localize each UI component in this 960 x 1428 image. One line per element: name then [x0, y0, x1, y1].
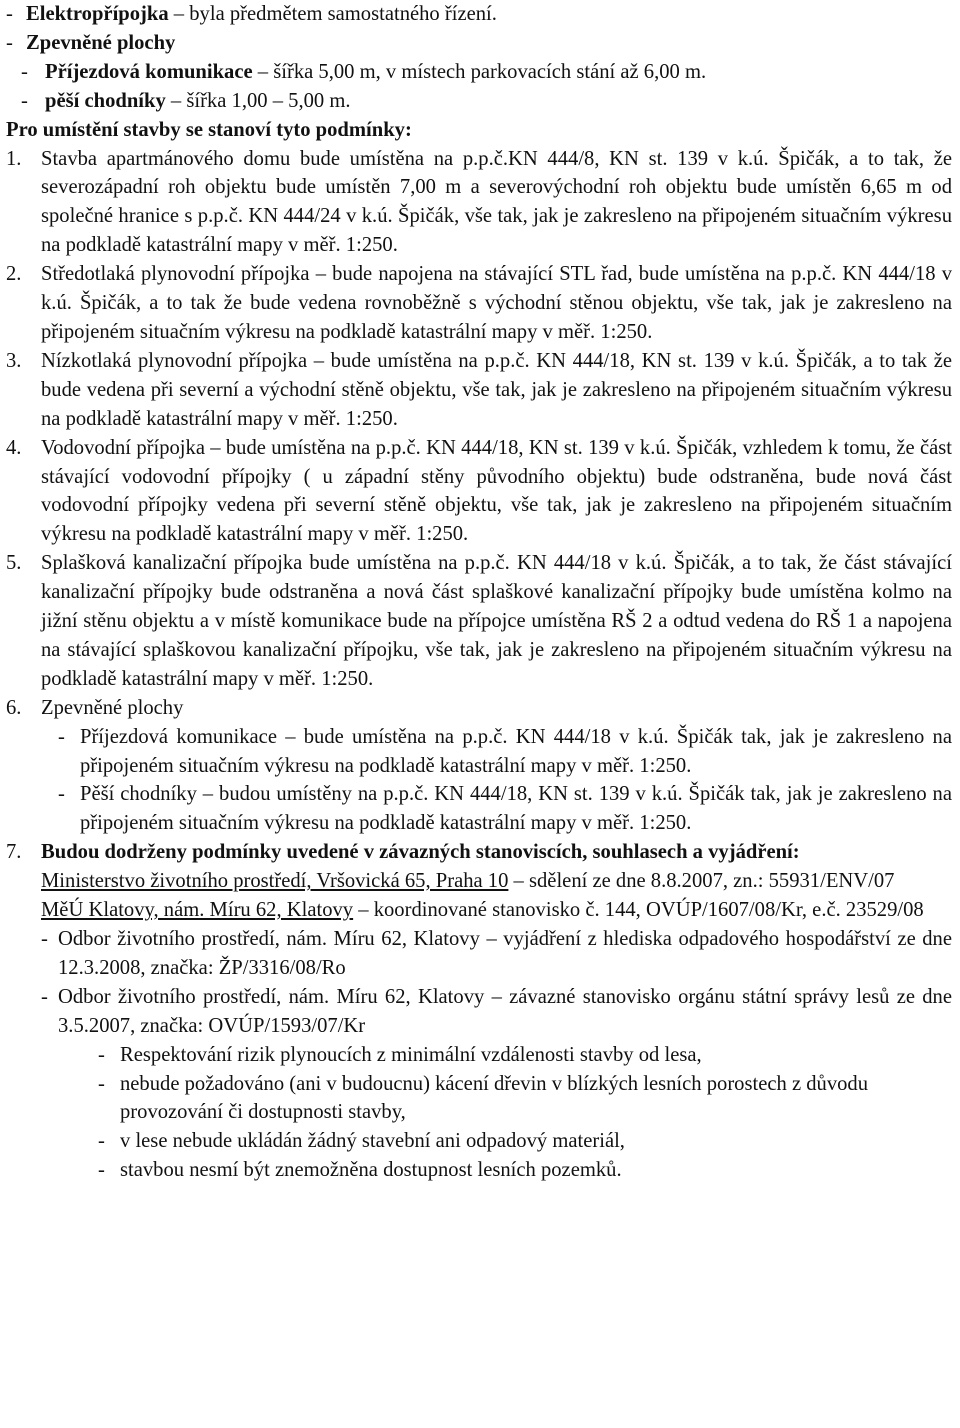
condition-item [6, 145, 952, 261]
condition-item [6, 347, 952, 434]
item6-sub [6, 723, 952, 781]
item-title: Zpevněné plochy [41, 696, 184, 719]
item-number: 6. [6, 696, 22, 719]
item-number: 5. [6, 552, 22, 575]
dash-marker: - [98, 1072, 105, 1095]
ministry-name: Ministerstvo životního prostředí, Vršovická 65, Praha 10 [41, 870, 509, 893]
item7-subsub [6, 1127, 952, 1156]
intro-line-paved [6, 29, 952, 58]
condition-item-6 [6, 694, 952, 723]
item-number: 1. [6, 147, 22, 170]
electric-title: Elektropřípojka [26, 3, 169, 25]
condition-item-7 [6, 838, 952, 867]
ministry-statement [6, 867, 952, 896]
item7-subsub-text: stavbou nesmí být znemožněna dostupnost lesních pozemků. [120, 1159, 622, 1182]
item-text: Vodovodní přípojka – bude umístěna na p.p.č. KN 444/18, KN st. 139 v k.ú. Špičák, vzhledem k tomu, že část stávající vodovodní přípojky ( u západní stěny původního objektu) bude odstraněna, bude nová část vodovodní přípojky vedena při severní stěně objektu, vše tak, jak je zakresleno na připojeném situačním výkresu na podkladě katastrální mapy v měř. 1:250. [41, 436, 952, 546]
item7-sub-text: Odbor životního prostředí, nám. Míru 62, Klatovy – vyjádření z hlediska odpadového hospodářství ze dne 12.3.2008, značka: ŽP/3316/08/Ro [58, 928, 952, 979]
paved-title: Zpevněné plochy [26, 31, 176, 54]
dash-marker: - [58, 725, 65, 748]
footpaths-title: pěší chodníky [45, 89, 166, 112]
item7-sub [6, 983, 952, 1041]
item6-sub-text: Pěší chodníky – budou umístěny na p.p.č. KN 444/18, KN st. 139 v k.ú. Špičák tak, jak je zakresleno na připojeném situačním výkresu na podkladě katastrální mapy v měř. 1:250. [80, 783, 952, 835]
dash-marker: - [21, 60, 28, 83]
item-text: Nízkotlaká plynovodní přípojka – bude umístěna na p.p.č. KN 444/18, KN st. 139 v k.ú. Špičák, a to tak že bude vedena při severní a východní stěně objektu, vše tak, jak je zakresleno na připojeném situačním výkresu na podkladě katastrální mapy v měř. 1:250. [41, 349, 952, 430]
item7-title: Budou dodrženy podmínky uvedené v závazných stanoviscích, souhlasech a vyjádření: [41, 841, 800, 864]
meu-statement [6, 896, 952, 925]
item7-subsub-text: nebude požadováno (ani v budoucnu) kácení dřevin v blízkých lesních porostech z důvodu provozování či dostupnosti stavby, [120, 1072, 869, 1124]
meu-name: MěÚ Klatovy, nám. Míru 62, Klatovy [41, 899, 354, 922]
footpaths-text: – šířka 1,00 – 5,00 m. [165, 89, 351, 112]
item7-subsub [6, 1070, 952, 1128]
item7-subsub-text: v lese nebude ukládán žádný stavební ani odpadový materiál, [120, 1130, 625, 1153]
dash-marker: - [41, 928, 48, 950]
item-number: 7. [6, 841, 22, 864]
dash-marker: - [6, 31, 13, 54]
item-text: Splašková kanalizační přípojka bude umístěna na p.p.č. KN 444/18 v k.ú. Špičák, a to tak, že část stávající kanalizační přípojky bude odstraněna a nová část splaškové kanalizační přípojky bude umístěna kolmo na jižní stěnu objektu a v místě komunikace bude na přípojce umístěna RŠ 2 a odtud vedena do RŠ 1 a napojena na stávající splaškovou kanalizační přípojku, vše tak, jak je zakresleno na připojeném situačním výkresu na podkladě katastrální mapy v měř. 1:250. [41, 552, 952, 690]
item6-sub-text: Příjezdová komunikace – bude umístěna na p.p.č. KN 444/18 v k.ú. Špičák tak, jak je zakresleno na připojeném situačním výkresu na podkladě katastrální mapy v měř. 1:250. [80, 725, 952, 777]
dash-marker: - [6, 3, 13, 25]
condition-item [6, 434, 952, 550]
dash-marker: - [58, 783, 65, 806]
item7-sub-text: Odbor životního prostředí, nám. Míru 62, Klatovy – závazné stanovisko orgánu státní správy lesů ze dne 3.5.2007, značka: OVÚP/1593/07/Kr [58, 985, 952, 1037]
access-road-text: – šířka 5,00 m, v místech parkovacích stání až 6,00 m. [252, 60, 707, 83]
condition-item [6, 260, 952, 347]
conditions-heading: Pro umístění stavby se stanoví tyto podmínky: [6, 118, 412, 141]
item-text: Středotlaká plynovodní přípojka – bude napojena na stávající STL řad, bude umístěna na p.p.č. KN 444/18 v k.ú. Špičák, a to tak že bude vedena rovnoběžně s východní stěnou objektu, vše tak, jak je zakresleno na připojeném situačním výkresu na podkladě katastrální mapy v měř. 1:250. [41, 263, 952, 343]
electric-text: – byla předmětem samostatného řízení. [168, 3, 497, 25]
dash-marker: - [98, 1159, 105, 1182]
dash-marker: - [98, 1130, 105, 1153]
item-number: 3. [6, 349, 22, 372]
item7-subsub [6, 1041, 952, 1070]
access-road-title: Příjezdová komunikace [45, 60, 253, 83]
intro-line-footpaths [6, 87, 952, 116]
item7-subsub-text: Respektování rizik plynoucích z minimální vzdálenosti stavby od lesa, [120, 1043, 702, 1066]
item-text: Stavba apartmánového domu bude umístěna na p.p.č.KN 444/8, KN st. 139 v k.ú. Špičák, a to tak, že severozápadní roh objektu bude umístěn 7,00 m a severovýchodní roh objektu bude umístěn 6,65 m od společné hranice s p.p.č. KN 444/24 v k.ú. Špičák, vše tak, jak je zakresleno na připojeném situačním výkresu na podkladě katastrální mapy v měř. 1:250. [41, 147, 952, 257]
item-number: 4. [6, 436, 22, 459]
intro-line-electric [6, 0, 952, 29]
condition-item [6, 549, 952, 694]
intro-line-access-road [6, 58, 952, 87]
ministry-details: – sdělení ze dne 8.8.2007, zn.: 55931/ENV/07 [508, 870, 895, 893]
dash-marker: - [21, 89, 28, 112]
dash-marker: - [98, 1043, 105, 1066]
item6-sub [6, 780, 952, 838]
dash-marker: - [41, 985, 48, 1008]
item7-sub [6, 925, 952, 983]
item7-subsub [6, 1156, 952, 1185]
meu-details: – koordinované stanovisko č. 144, OVÚP/1607/08/Kr, e.č. 23529/08 [353, 899, 924, 922]
item-number: 2. [6, 263, 22, 286]
